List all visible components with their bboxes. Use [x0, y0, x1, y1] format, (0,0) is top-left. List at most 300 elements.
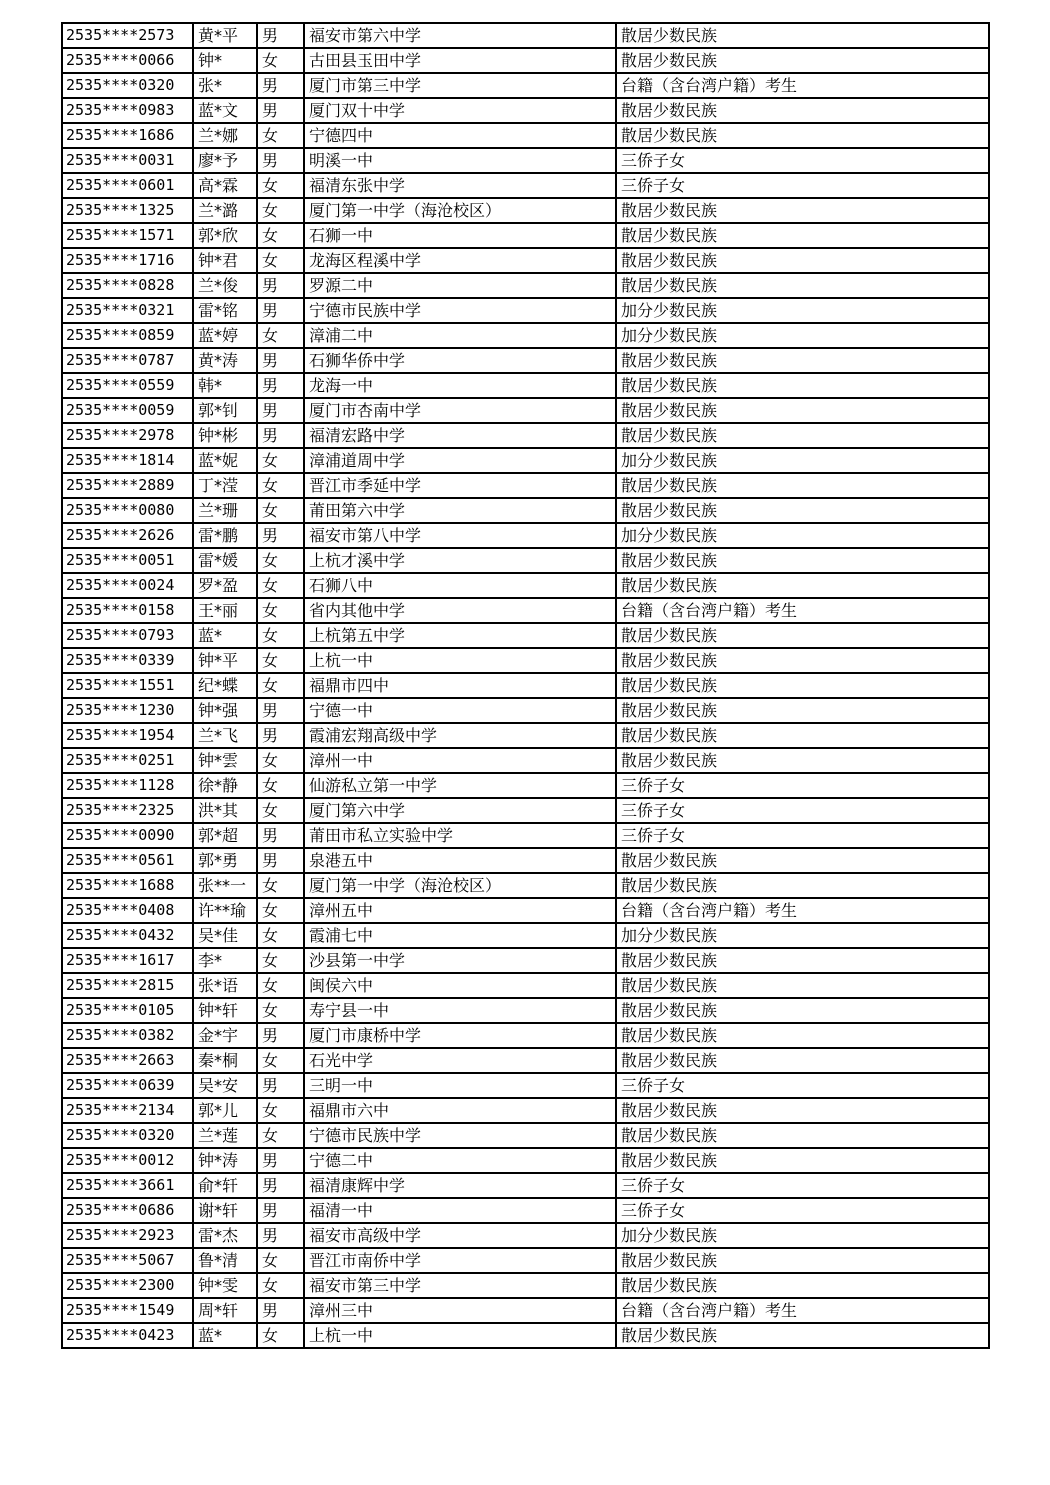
category-cell: 三侨子女 — [616, 823, 989, 848]
candidate-id-cell: 2535****0983 — [62, 98, 193, 123]
candidate-id-cell: 2535****0024 — [62, 573, 193, 598]
category-cell: 散居少数民族 — [616, 623, 989, 648]
category-cell: 散居少数民族 — [616, 398, 989, 423]
gender-cell: 女 — [257, 248, 304, 273]
category-cell: 三侨子女 — [616, 1173, 989, 1198]
gender-cell: 女 — [257, 673, 304, 698]
table-row — [62, 1073, 989, 1098]
category-cell: 加分少数民族 — [616, 298, 989, 323]
table-row — [62, 798, 989, 823]
category-cell: 散居少数民族 — [616, 348, 989, 373]
candidate-id-cell: 2535****2134 — [62, 1098, 193, 1123]
category-cell: 散居少数民族 — [616, 998, 989, 1023]
name-cell: 张* — [193, 73, 257, 98]
category-cell: 散居少数民族 — [616, 648, 989, 673]
candidate-id-cell: 2535****2815 — [62, 973, 193, 998]
gender-cell: 男 — [257, 348, 304, 373]
school-cell: 闽侯六中 — [304, 973, 616, 998]
school-cell: 福安市第三中学 — [304, 1273, 616, 1298]
gender-cell: 女 — [257, 798, 304, 823]
name-cell: 张**一 — [193, 873, 257, 898]
gender-cell: 男 — [257, 823, 304, 848]
school-cell: 宁德一中 — [304, 698, 616, 723]
category-cell: 散居少数民族 — [616, 948, 989, 973]
table-row — [62, 473, 989, 498]
gender-cell: 男 — [257, 848, 304, 873]
school-cell: 石狮华侨中学 — [304, 348, 616, 373]
school-cell: 漳浦道周中学 — [304, 448, 616, 473]
school-cell: 福清康辉中学 — [304, 1173, 616, 1198]
category-cell: 散居少数民族 — [616, 573, 989, 598]
gender-cell: 男 — [257, 298, 304, 323]
gender-cell: 女 — [257, 48, 304, 73]
candidate-id-cell: 2535****1716 — [62, 248, 193, 273]
candidate-id-cell: 2535****1128 — [62, 773, 193, 798]
candidate-id-cell: 2535****0251 — [62, 748, 193, 773]
school-cell: 福清东张中学 — [304, 173, 616, 198]
candidate-id-cell: 2535****1688 — [62, 873, 193, 898]
category-cell: 散居少数民族 — [616, 223, 989, 248]
gender-cell: 男 — [257, 1298, 304, 1323]
category-cell: 三侨子女 — [616, 1198, 989, 1223]
gender-cell: 男 — [257, 1198, 304, 1223]
gender-cell: 女 — [257, 623, 304, 648]
category-cell: 散居少数民族 — [616, 373, 989, 398]
category-cell: 三侨子女 — [616, 173, 989, 198]
school-cell: 厦门市康桥中学 — [304, 1023, 616, 1048]
category-cell: 三侨子女 — [616, 773, 989, 798]
name-cell: 蓝*文 — [193, 98, 257, 123]
gender-cell: 男 — [257, 1223, 304, 1248]
gender-cell: 男 — [257, 373, 304, 398]
name-cell: 纪*蝶 — [193, 673, 257, 698]
candidate-id-cell: 2535****2978 — [62, 423, 193, 448]
table-row — [62, 1323, 989, 1348]
name-cell: 蓝* — [193, 1323, 257, 1348]
category-cell: 散居少数民族 — [616, 273, 989, 298]
gender-cell: 男 — [257, 1023, 304, 1048]
gender-cell: 男 — [257, 1073, 304, 1098]
name-cell: 蓝*婷 — [193, 323, 257, 348]
gender-cell: 女 — [257, 323, 304, 348]
category-cell: 散居少数民族 — [616, 748, 989, 773]
school-cell: 厦门双十中学 — [304, 98, 616, 123]
gender-cell: 女 — [257, 498, 304, 523]
gender-cell: 男 — [257, 148, 304, 173]
category-cell: 散居少数民族 — [616, 1123, 989, 1148]
name-cell: 钟*轩 — [193, 998, 257, 1023]
name-cell: 钟*雯 — [193, 1273, 257, 1298]
candidate-id-cell: 2535****0031 — [62, 148, 193, 173]
name-cell: 秦*桐 — [193, 1048, 257, 1073]
candidate-id-cell: 2535****0382 — [62, 1023, 193, 1048]
school-cell: 石狮八中 — [304, 573, 616, 598]
category-cell: 加分少数民族 — [616, 923, 989, 948]
school-cell: 宁德二中 — [304, 1148, 616, 1173]
school-cell: 晋江市南侨中学 — [304, 1248, 616, 1273]
gender-cell: 男 — [257, 273, 304, 298]
name-cell: 兰*珊 — [193, 498, 257, 523]
candidate-id-cell: 2535****0321 — [62, 298, 193, 323]
table-row — [62, 273, 989, 298]
category-cell: 散居少数民族 — [616, 198, 989, 223]
gender-cell: 男 — [257, 1148, 304, 1173]
gender-cell: 女 — [257, 898, 304, 923]
category-cell: 散居少数民族 — [616, 248, 989, 273]
candidate-id-cell: 2535****0408 — [62, 898, 193, 923]
category-cell: 散居少数民族 — [616, 1248, 989, 1273]
name-cell: 鲁*清 — [193, 1248, 257, 1273]
candidate-id-cell: 2535****2889 — [62, 473, 193, 498]
school-cell: 上杭才溪中学 — [304, 548, 616, 573]
school-cell: 厦门第一中学（海沧校区） — [304, 198, 616, 223]
candidate-id-cell: 2535****0828 — [62, 273, 193, 298]
table-row — [62, 1223, 989, 1248]
name-cell: 兰*莲 — [193, 1123, 257, 1148]
table-row — [62, 648, 989, 673]
school-cell: 莆田第六中学 — [304, 498, 616, 523]
gender-cell: 女 — [257, 923, 304, 948]
gender-cell: 女 — [257, 198, 304, 223]
name-cell: 廖*予 — [193, 148, 257, 173]
name-cell: 钟*雲 — [193, 748, 257, 773]
category-cell: 台籍（含台湾户籍）考生 — [616, 898, 989, 923]
category-cell: 散居少数民族 — [616, 1273, 989, 1298]
name-cell: 兰*飞 — [193, 723, 257, 748]
school-cell: 莆田市私立实验中学 — [304, 823, 616, 848]
candidate-id-cell: 2535****5067 — [62, 1248, 193, 1273]
school-cell: 福安市高级中学 — [304, 1223, 616, 1248]
name-cell: 李* — [193, 948, 257, 973]
candidate-id-cell: 2535****1551 — [62, 673, 193, 698]
gender-cell: 女 — [257, 973, 304, 998]
name-cell: 徐*静 — [193, 773, 257, 798]
candidate-id-cell: 2535****1571 — [62, 223, 193, 248]
school-cell: 晋江市季延中学 — [304, 473, 616, 498]
table-row — [62, 23, 989, 48]
gender-cell: 男 — [257, 423, 304, 448]
gender-cell: 女 — [257, 548, 304, 573]
name-cell: 许**瑜 — [193, 898, 257, 923]
name-cell: 丁*滢 — [193, 473, 257, 498]
name-cell: 俞*轩 — [193, 1173, 257, 1198]
candidate-id-cell: 2535****2626 — [62, 523, 193, 548]
category-cell: 散居少数民族 — [616, 98, 989, 123]
table-row — [62, 1298, 989, 1323]
category-cell: 三侨子女 — [616, 148, 989, 173]
name-cell: 黄*平 — [193, 23, 257, 48]
category-cell: 台籍（含台湾户籍）考生 — [616, 1298, 989, 1323]
school-cell: 厦门第六中学 — [304, 798, 616, 823]
school-cell: 仙游私立第一中学 — [304, 773, 616, 798]
name-cell: 钟*平 — [193, 648, 257, 673]
category-cell: 散居少数民族 — [616, 973, 989, 998]
gender-cell: 男 — [257, 723, 304, 748]
candidate-id-cell: 2535****0339 — [62, 648, 193, 673]
name-cell: 王*丽 — [193, 598, 257, 623]
candidate-id-cell: 2535****2325 — [62, 798, 193, 823]
table-row — [62, 548, 989, 573]
name-cell: 吴*佳 — [193, 923, 257, 948]
table-row — [62, 1123, 989, 1148]
name-cell: 钟*君 — [193, 248, 257, 273]
table-row — [62, 148, 989, 173]
name-cell: 韩* — [193, 373, 257, 398]
table-row — [62, 573, 989, 598]
name-cell: 钟*涛 — [193, 1148, 257, 1173]
category-cell: 加分少数民族 — [616, 323, 989, 348]
category-cell: 三侨子女 — [616, 1073, 989, 1098]
name-cell: 郭*勇 — [193, 848, 257, 873]
table-row — [62, 298, 989, 323]
name-cell: 雷*杰 — [193, 1223, 257, 1248]
gender-cell: 女 — [257, 1273, 304, 1298]
name-cell: 兰*潞 — [193, 198, 257, 223]
candidate-id-cell: 2535****1549 — [62, 1298, 193, 1323]
table-row — [62, 348, 989, 373]
school-cell: 漳州五中 — [304, 898, 616, 923]
gender-cell: 女 — [257, 223, 304, 248]
category-cell: 散居少数民族 — [616, 123, 989, 148]
table-row — [62, 698, 989, 723]
table-row — [62, 198, 989, 223]
candidate-id-cell: 2535****0686 — [62, 1198, 193, 1223]
category-cell: 散居少数民族 — [616, 698, 989, 723]
roster-table-body — [62, 23, 989, 1348]
table-row — [62, 673, 989, 698]
category-cell: 散居少数民族 — [616, 548, 989, 573]
table-row — [62, 1023, 989, 1048]
candidate-id-cell: 2535****0601 — [62, 173, 193, 198]
name-cell: 郭*欣 — [193, 223, 257, 248]
school-cell: 福安市第八中学 — [304, 523, 616, 548]
school-cell: 厦门市杏南中学 — [304, 398, 616, 423]
name-cell: 钟*彬 — [193, 423, 257, 448]
candidate-id-cell: 2535****0066 — [62, 48, 193, 73]
gender-cell: 男 — [257, 1173, 304, 1198]
table-row — [62, 248, 989, 273]
table-row — [62, 948, 989, 973]
school-cell: 上杭第五中学 — [304, 623, 616, 648]
table-row — [62, 323, 989, 348]
school-cell: 泉港五中 — [304, 848, 616, 873]
table-row — [62, 223, 989, 248]
gender-cell: 女 — [257, 1248, 304, 1273]
name-cell: 洪*其 — [193, 798, 257, 823]
candidate-id-cell: 2535****0051 — [62, 548, 193, 573]
table-row — [62, 898, 989, 923]
school-cell: 福清宏路中学 — [304, 423, 616, 448]
gender-cell: 男 — [257, 398, 304, 423]
candidate-id-cell: 2535****0423 — [62, 1323, 193, 1348]
category-cell: 散居少数民族 — [616, 1323, 989, 1348]
name-cell: 兰*俊 — [193, 273, 257, 298]
gender-cell: 女 — [257, 873, 304, 898]
table-row — [62, 1248, 989, 1273]
school-cell: 寿宁县一中 — [304, 998, 616, 1023]
school-cell: 石狮一中 — [304, 223, 616, 248]
name-cell: 蓝* — [193, 623, 257, 648]
school-cell: 宁德四中 — [304, 123, 616, 148]
roster-table — [61, 22, 990, 1349]
category-cell: 散居少数民族 — [616, 1048, 989, 1073]
category-cell: 散居少数民族 — [616, 423, 989, 448]
table-row — [62, 623, 989, 648]
gender-cell: 女 — [257, 648, 304, 673]
school-cell: 厦门市第三中学 — [304, 73, 616, 98]
school-cell: 龙海区程溪中学 — [304, 248, 616, 273]
table-row — [62, 73, 989, 98]
gender-cell: 男 — [257, 523, 304, 548]
candidate-id-cell: 2535****2573 — [62, 23, 193, 48]
name-cell: 金*宇 — [193, 1023, 257, 1048]
name-cell: 钟*强 — [193, 698, 257, 723]
category-cell: 散居少数民族 — [616, 723, 989, 748]
table-row — [62, 998, 989, 1023]
table-row — [62, 1098, 989, 1123]
school-cell: 龙海一中 — [304, 373, 616, 398]
category-cell: 台籍（含台湾户籍）考生 — [616, 598, 989, 623]
category-cell: 散居少数民族 — [616, 673, 989, 698]
category-cell: 加分少数民族 — [616, 523, 989, 548]
candidate-id-cell: 2535****3661 — [62, 1173, 193, 1198]
candidate-id-cell: 2535****2300 — [62, 1273, 193, 1298]
table-row — [62, 973, 989, 998]
candidate-id-cell: 2535****1617 — [62, 948, 193, 973]
candidate-id-cell: 2535****1325 — [62, 198, 193, 223]
table-row — [62, 423, 989, 448]
category-cell: 散居少数民族 — [616, 1098, 989, 1123]
table-row — [62, 773, 989, 798]
candidate-id-cell: 2535****0559 — [62, 373, 193, 398]
candidate-id-cell: 2535****0012 — [62, 1148, 193, 1173]
table-row — [62, 1148, 989, 1173]
name-cell: 蓝*妮 — [193, 448, 257, 473]
candidate-id-cell: 2535****0859 — [62, 323, 193, 348]
name-cell: 谢*轩 — [193, 1198, 257, 1223]
school-cell: 厦门第一中学（海沧校区） — [304, 873, 616, 898]
gender-cell: 女 — [257, 123, 304, 148]
table-row — [62, 873, 989, 898]
table-row — [62, 923, 989, 948]
name-cell: 雷*鹏 — [193, 523, 257, 548]
school-cell: 霞浦宏翔高级中学 — [304, 723, 616, 748]
candidate-id-cell: 2535****2663 — [62, 1048, 193, 1073]
name-cell: 郭*儿 — [193, 1098, 257, 1123]
school-cell: 漳州一中 — [304, 748, 616, 773]
category-cell: 三侨子女 — [616, 798, 989, 823]
candidate-id-cell: 2535****0105 — [62, 998, 193, 1023]
school-cell: 宁德市民族中学 — [304, 298, 616, 323]
candidate-id-cell: 2535****0793 — [62, 623, 193, 648]
school-cell: 上杭一中 — [304, 648, 616, 673]
category-cell: 散居少数民族 — [616, 473, 989, 498]
candidate-id-cell: 2535****0080 — [62, 498, 193, 523]
candidate-id-cell: 2535****0320 — [62, 1123, 193, 1148]
category-cell: 散居少数民族 — [616, 1023, 989, 1048]
category-cell: 散居少数民族 — [616, 23, 989, 48]
table-row — [62, 173, 989, 198]
school-cell: 三明一中 — [304, 1073, 616, 1098]
table-row — [62, 523, 989, 548]
school-cell: 宁德市民族中学 — [304, 1123, 616, 1148]
category-cell: 散居少数民族 — [616, 498, 989, 523]
gender-cell: 女 — [257, 773, 304, 798]
school-cell: 石光中学 — [304, 1048, 616, 1073]
candidate-id-cell: 2535****1814 — [62, 448, 193, 473]
name-cell: 吴*安 — [193, 1073, 257, 1098]
table-row — [62, 498, 989, 523]
gender-cell: 男 — [257, 98, 304, 123]
school-cell: 漳浦二中 — [304, 323, 616, 348]
table-row — [62, 48, 989, 73]
name-cell: 兰*娜 — [193, 123, 257, 148]
gender-cell: 女 — [257, 573, 304, 598]
name-cell: 钟* — [193, 48, 257, 73]
table-row — [62, 98, 989, 123]
table-row — [62, 748, 989, 773]
name-cell: 雷*铭 — [193, 298, 257, 323]
table-row — [62, 448, 989, 473]
school-cell: 沙县第一中学 — [304, 948, 616, 973]
table-row — [62, 1198, 989, 1223]
table-row — [62, 1048, 989, 1073]
category-cell: 加分少数民族 — [616, 1223, 989, 1248]
gender-cell: 女 — [257, 948, 304, 973]
gender-cell: 女 — [257, 1323, 304, 1348]
school-cell: 罗源二中 — [304, 273, 616, 298]
category-cell: 散居少数民族 — [616, 873, 989, 898]
table-row — [62, 723, 989, 748]
school-cell: 省内其他中学 — [304, 598, 616, 623]
school-cell: 古田县玉田中学 — [304, 48, 616, 73]
school-cell: 漳州三中 — [304, 1298, 616, 1323]
name-cell: 郭*钊 — [193, 398, 257, 423]
category-cell: 散居少数民族 — [616, 848, 989, 873]
category-cell: 台籍（含台湾户籍）考生 — [616, 73, 989, 98]
candidate-id-cell: 2535****0639 — [62, 1073, 193, 1098]
candidate-id-cell: 2535****0059 — [62, 398, 193, 423]
school-cell: 霞浦七中 — [304, 923, 616, 948]
gender-cell: 女 — [257, 748, 304, 773]
candidate-id-cell: 2535****0432 — [62, 923, 193, 948]
candidate-id-cell: 2535****2923 — [62, 1223, 193, 1248]
name-cell: 罗*盈 — [193, 573, 257, 598]
school-cell: 福清一中 — [304, 1198, 616, 1223]
name-cell: 郭*超 — [193, 823, 257, 848]
gender-cell: 女 — [257, 1048, 304, 1073]
table-row — [62, 123, 989, 148]
table-row — [62, 373, 989, 398]
candidate-id-cell: 2535****1954 — [62, 723, 193, 748]
candidate-id-cell: 2535****0320 — [62, 73, 193, 98]
name-cell: 黄*涛 — [193, 348, 257, 373]
table-row — [62, 1273, 989, 1298]
candidate-id-cell: 2535****0561 — [62, 848, 193, 873]
category-cell: 加分少数民族 — [616, 448, 989, 473]
gender-cell: 男 — [257, 73, 304, 98]
name-cell: 雷*媛 — [193, 548, 257, 573]
candidate-id-cell: 2535****0090 — [62, 823, 193, 848]
candidate-id-cell: 2535****1686 — [62, 123, 193, 148]
candidate-id-cell: 2535****0787 — [62, 348, 193, 373]
school-cell: 福鼎市四中 — [304, 673, 616, 698]
school-cell: 福安市第六中学 — [304, 23, 616, 48]
table-row — [62, 398, 989, 423]
category-cell: 散居少数民族 — [616, 1148, 989, 1173]
gender-cell: 女 — [257, 1123, 304, 1148]
school-cell: 明溪一中 — [304, 148, 616, 173]
